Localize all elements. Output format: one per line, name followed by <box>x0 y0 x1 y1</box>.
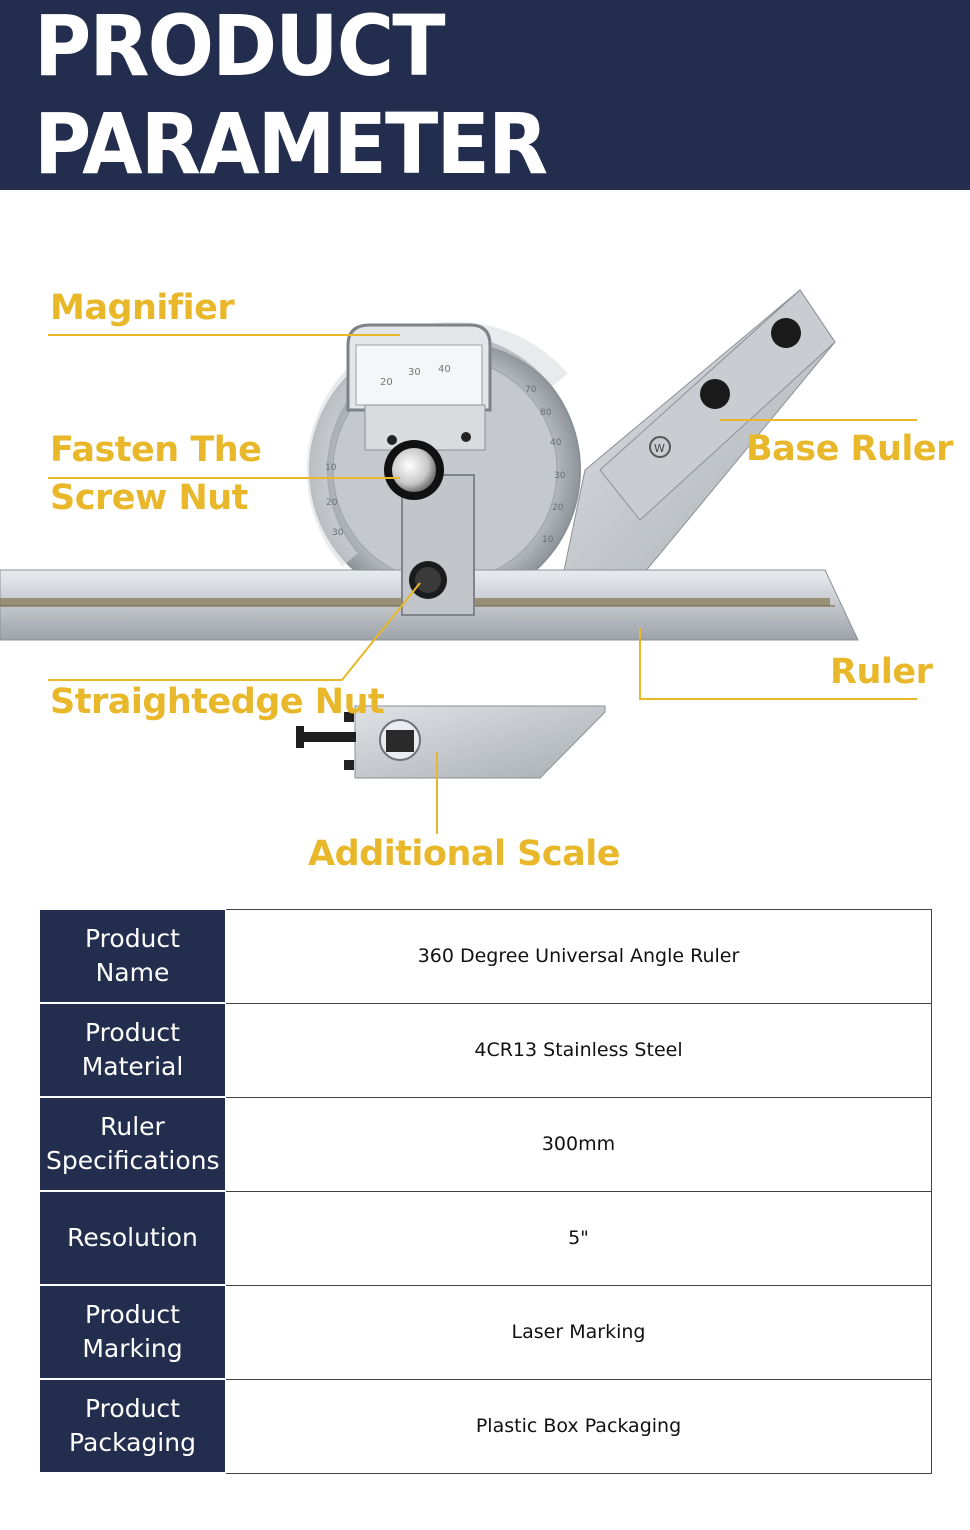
dial-number: 30 <box>332 528 344 538</box>
page-title: PRODUCT PARAMETER <box>33 0 547 193</box>
callout-straightedge-nut: Straightedge Nut <box>50 682 385 722</box>
spec-label-line: Name <box>95 958 170 987</box>
header-banner <box>0 0 970 193</box>
spec-label-line: Ruler <box>100 1112 165 1141</box>
callout-additional-scale: Additional Scale <box>308 834 620 874</box>
spec-label <box>40 1285 226 1379</box>
table-row <box>40 1003 932 1097</box>
spec-label-line: Marking <box>82 1334 183 1363</box>
spec-label-line: Product <box>85 1300 180 1329</box>
spec-label <box>40 1191 226 1285</box>
spec-label-line: Packaging <box>69 1428 196 1457</box>
table-row <box>40 1191 932 1285</box>
callout-fasten-line1: Fasten The <box>50 430 262 470</box>
dial-number: 10 <box>325 463 337 473</box>
spec-table <box>39 909 932 1474</box>
spec-value: 300mm <box>226 1097 932 1191</box>
spec-label-line: Specifications <box>46 1146 220 1175</box>
spec-label-line: Resolution <box>67 1223 198 1252</box>
callout-base-ruler: Base Ruler <box>746 429 953 469</box>
dial-number: 20 <box>326 498 338 508</box>
dial-number: 40 <box>550 438 562 448</box>
spec-value: Plastic Box Packaging <box>226 1379 932 1473</box>
spec-label <box>40 1097 226 1191</box>
dial-number: 10 <box>542 535 554 545</box>
table-row <box>40 1379 932 1473</box>
magnifier-window <box>348 325 490 450</box>
spec-label-line: Product <box>85 1394 180 1423</box>
spec-label-line: Product <box>85 1018 180 1047</box>
spec-label-line: Product <box>85 924 180 953</box>
dial-number: 80 <box>540 408 552 418</box>
dial-number: 30 <box>554 471 566 481</box>
dial-number: 70 <box>525 385 537 395</box>
spec-value: 4CR13 Stainless Steel <box>226 1003 932 1097</box>
table-row <box>40 1285 932 1379</box>
dial-number: 20 <box>552 503 564 513</box>
callout-magnifier: Magnifier <box>50 288 235 328</box>
callout-fasten-line2: Screw Nut <box>50 478 248 518</box>
spec-value: 5" <box>226 1191 932 1285</box>
svg-text:W: W <box>654 442 665 455</box>
callout-ruler: Ruler <box>830 652 933 692</box>
table-row <box>40 910 932 1004</box>
table-row <box>40 1097 932 1191</box>
dial-number: 20 <box>380 377 393 388</box>
spec-label <box>40 1379 226 1473</box>
dial-number: 40 <box>438 364 451 375</box>
spec-label <box>40 1003 226 1097</box>
spec-value: 360 Degree Universal Angle Ruler <box>226 910 932 1004</box>
spec-label-line: Material <box>81 1052 184 1081</box>
dial-number: 30 <box>408 367 421 378</box>
spec-label <box>40 910 226 1004</box>
spec-value: Laser Marking <box>226 1285 932 1379</box>
